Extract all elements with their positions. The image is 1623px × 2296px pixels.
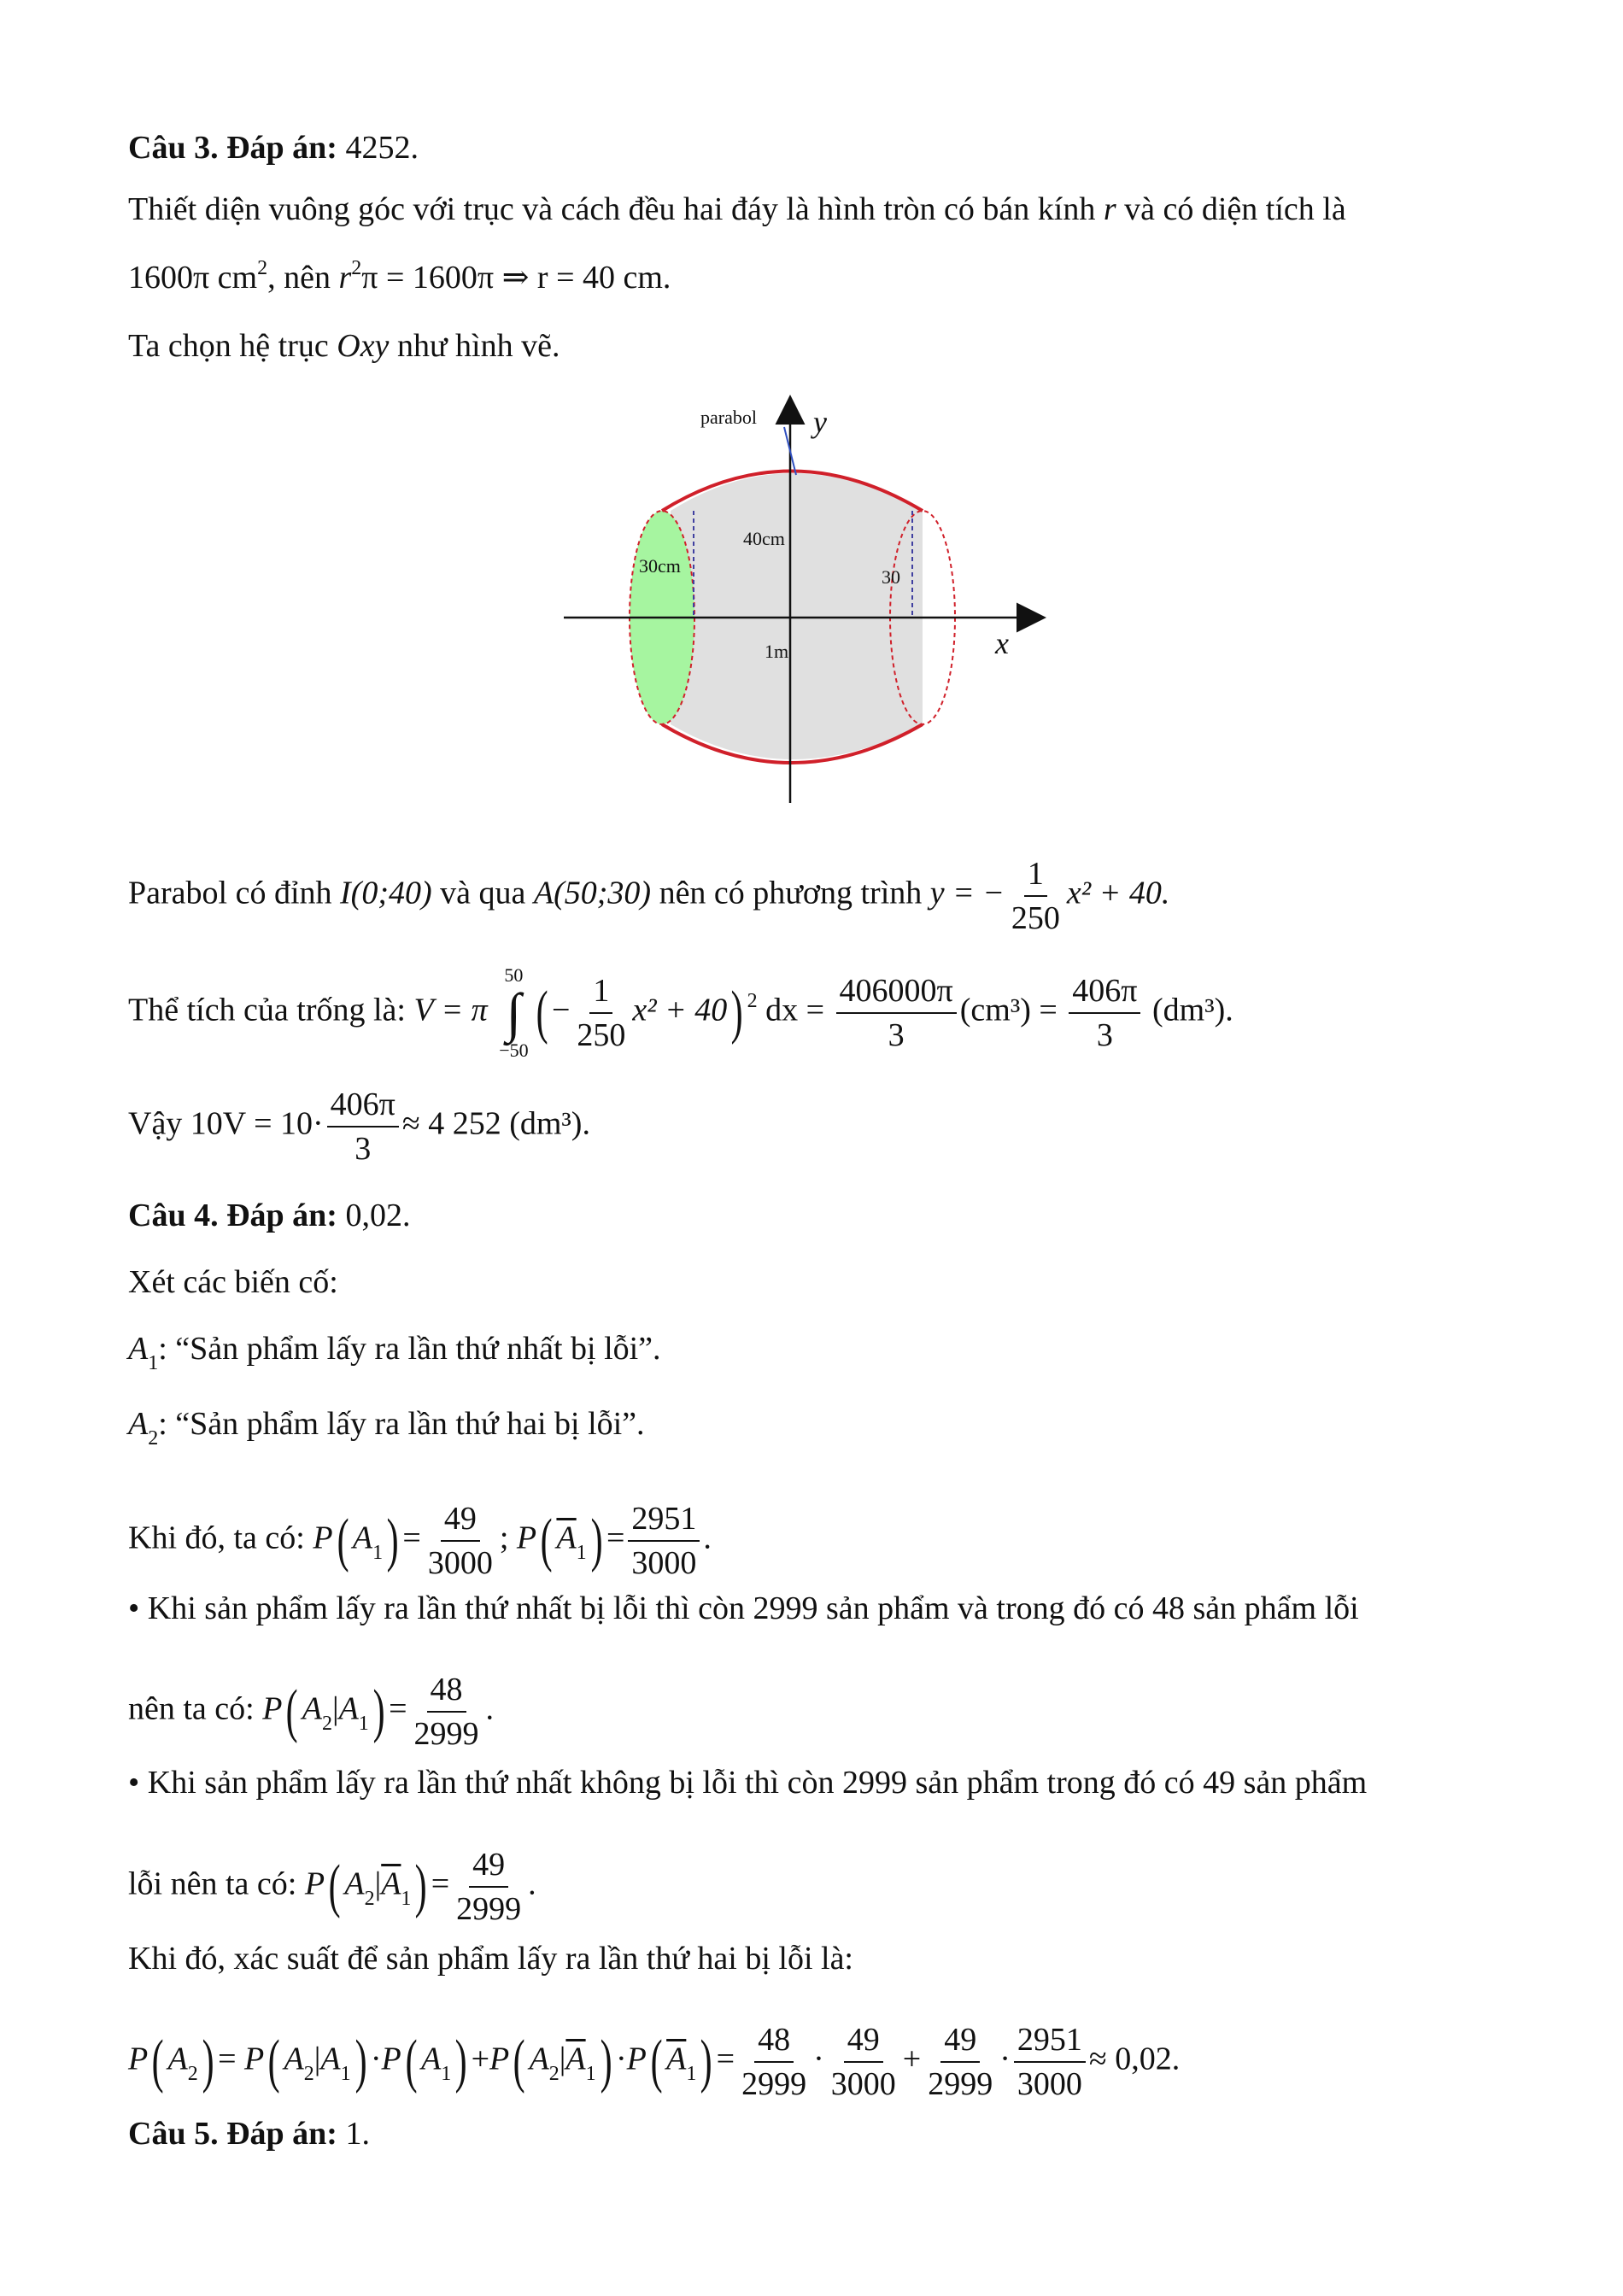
q4-heading: Câu 4. Đáp án: — [128, 1198, 337, 1233]
q3-heading-line: Câu 3. Đáp án: 4252. — [128, 130, 419, 166]
q3-heading: Câu 3. Đáp án: — [128, 130, 337, 166]
q4-event-a2: $A_2$: “Sản phẩm lấy ra lần thứ hai bị lỗi”. — [128, 1406, 645, 1450]
label-1m: 1m — [765, 641, 789, 662]
drum-figure — [564, 393, 1059, 820]
q4-bullet1-cont: nên ta có: P( $A_2|A_1$) = $\frac{48}{2999}$ . — [128, 1672, 495, 1752]
label-40cm: 40cm — [743, 528, 785, 549]
q4-total-intro: Khi đó, xác suất để sản phẩm lấy ra lần thứ hai bị lỗi là: — [128, 1941, 853, 1977]
q4-khido-line: Khi đó, ta có: P( $A_1$) = $\frac{49}{3000}$ ; P( $\overline{A}_1$) = $\frac{2951}{3000}$ . — [128, 1501, 712, 1581]
q4-heading-line: Câu 4. Đáp án: 0,02. — [128, 1198, 411, 1233]
q4-event-a1: $A_1$: “Sản phẩm lấy ra lần thứ nhất bị lỗi”. — [128, 1331, 661, 1374]
q3-line1: Thiết diện vuông góc với trục và cách đều hai đáy là hình tròn có bán kính r và có diện tích là — [128, 191, 1346, 227]
parabol-label: parabol — [700, 407, 757, 428]
q4-bullet1: • Khi sản phẩm lấy ra lần thứ nhất bị lỗi thì còn 2999 sản phẩm và trong đó có 48 sản phẩm lỗi — [128, 1590, 1359, 1626]
q3-answer: 4252 — [345, 130, 411, 166]
x-axis-label: x — [995, 626, 1009, 660]
q5-heading-line — [128, 2114, 370, 2153]
q3-parabola-line: Parabol có đỉnh I(0;40) và qua A(50;30) nên có phương trình y = − $\frac{1}{250}$ x² + 40. — [128, 856, 1170, 936]
q5-heading: Câu 5. Đáp án: — [128, 2116, 337, 2152]
q4-answer: 0,02 — [345, 1198, 402, 1233]
q4-events-intro: Xét các biến cố: — [128, 1264, 338, 1300]
drum-body — [671, 473, 923, 759]
label-30: 30 — [882, 566, 900, 588]
q5-answer: 1. — [345, 2116, 370, 2152]
label-30cm: 30cm — [639, 555, 681, 577]
q3-volume-line: Thể tích của trống là: V = π 50 ∫ −50 ( − $\frac{1}{250}$ x² + 40) $^2$ dx = $\frac{406000\pi}{3}$ (cm³) = $\frac{406\pi}{3}$ (dm³). — [128, 964, 1233, 1061]
y-axis-label: y — [813, 405, 827, 439]
q4-bullet2: • Khi sản phẩm lấy ra lần thứ nhất không bị lỗi thì còn 2999 sản phẩm trong đó có 49 sản phẩm — [128, 1765, 1368, 1801]
q3-line2: 1600π $cm^2$, nên $r^2\pi = 1600\pi$ ⇒ r = 40 cm. — [128, 257, 671, 296]
q4-bullet2-cont: lỗi nên ta có: P( $A_2|\overline{A}_1$) = $\frac{49}{2999}$ . — [128, 1847, 536, 1927]
q3-final-line: Vậy 10V = 10· $\frac{406\pi}{3}$ ≈ 4 252 (dm³). — [128, 1086, 590, 1167]
q4-total-formula: P( $A_2) = P$( $A_2|A_1) \cdot P$( $A_1) +P$( $A_2|\overline{A}_1) \cdot P$( $\overline{A}_1$) = $\frac{48}{2999}$ · $\frac{49}{3000}$ + $\frac{49}{2999}$ · $\frac{2951}{3000}$ ≈ 0,02. — [128, 2022, 1181, 2102]
q3-line3: Ta chọn hệ trục Oxy như hình vẽ. — [128, 328, 560, 364]
